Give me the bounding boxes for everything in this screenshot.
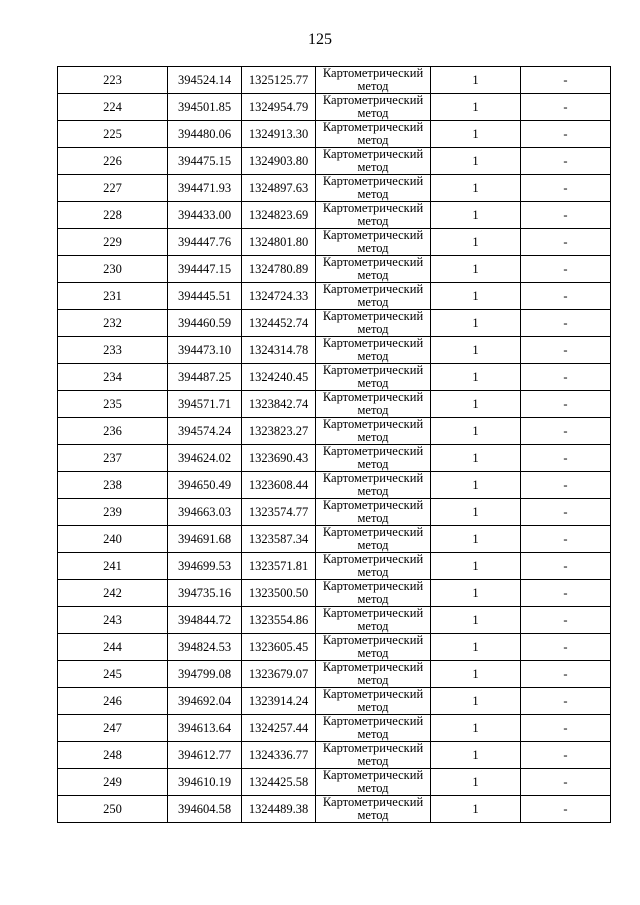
method-text: Картометрический метод	[322, 715, 424, 741]
table-row	[58, 337, 611, 364]
description-cell: -	[521, 580, 611, 607]
method-cell	[316, 580, 431, 607]
method-text: Картометрический метод	[322, 796, 424, 822]
method-text: Картометрический метод	[322, 283, 424, 309]
coordinates-table	[57, 66, 611, 823]
accuracy-cell: 1	[431, 283, 521, 310]
point-number-cell: 223	[58, 67, 168, 94]
y-coordinate-cell: 1325125.77	[242, 67, 316, 94]
x-coordinate-cell: 394487.25	[168, 364, 242, 391]
point-number-cell: 224	[58, 94, 168, 121]
y-coordinate-cell: 1324724.33	[242, 283, 316, 310]
y-coordinate-cell: 1323679.07	[242, 661, 316, 688]
table-row	[58, 688, 611, 715]
y-coordinate-cell: 1324489.38	[242, 796, 316, 823]
y-coordinate-cell: 1323571.81	[242, 553, 316, 580]
method-text: Картометрический метод	[322, 391, 424, 417]
method-text: Картометрический метод	[322, 661, 424, 687]
x-coordinate-cell: 394524.14	[168, 67, 242, 94]
y-coordinate-cell: 1324780.89	[242, 256, 316, 283]
method-cell	[316, 715, 431, 742]
x-coordinate-cell: 394473.10	[168, 337, 242, 364]
point-number-cell: 236	[58, 418, 168, 445]
accuracy-cell: 1	[431, 742, 521, 769]
method-cell	[316, 202, 431, 229]
description-cell: -	[521, 256, 611, 283]
method-cell	[316, 67, 431, 94]
description-cell: -	[521, 634, 611, 661]
x-coordinate-cell: 394471.93	[168, 175, 242, 202]
point-number-cell: 227	[58, 175, 168, 202]
method-text: Картометрический метод	[322, 337, 424, 363]
method-text: Картометрический метод	[322, 526, 424, 552]
table-row	[58, 94, 611, 121]
method-text: Картометрический метод	[322, 229, 424, 255]
description-cell: -	[521, 202, 611, 229]
table-row	[58, 742, 611, 769]
point-number-cell: 240	[58, 526, 168, 553]
description-cell: -	[521, 472, 611, 499]
method-text: Картометрический метод	[322, 94, 424, 120]
method-text: Картометрический метод	[322, 472, 424, 498]
table-row	[58, 499, 611, 526]
description-cell: -	[521, 121, 611, 148]
method-cell	[316, 607, 431, 634]
method-text: Картометрический метод	[322, 553, 424, 579]
y-coordinate-cell: 1324903.80	[242, 148, 316, 175]
x-coordinate-cell: 394613.64	[168, 715, 242, 742]
accuracy-cell: 1	[431, 310, 521, 337]
accuracy-cell: 1	[431, 553, 521, 580]
method-cell	[316, 742, 431, 769]
accuracy-cell: 1	[431, 580, 521, 607]
accuracy-cell: 1	[431, 688, 521, 715]
point-number-cell: 225	[58, 121, 168, 148]
method-cell	[316, 472, 431, 499]
method-cell	[316, 175, 431, 202]
method-text: Картометрический метод	[322, 148, 424, 174]
x-coordinate-cell: 394475.15	[168, 148, 242, 175]
x-coordinate-cell: 394663.03	[168, 499, 242, 526]
method-text: Картометрический метод	[322, 310, 424, 336]
point-number-cell: 248	[58, 742, 168, 769]
method-text: Картометрический метод	[322, 769, 424, 795]
method-text: Картометрический метод	[322, 499, 424, 525]
x-coordinate-cell: 394571.71	[168, 391, 242, 418]
table-row	[58, 769, 611, 796]
table-row	[58, 391, 611, 418]
point-number-cell: 250	[58, 796, 168, 823]
y-coordinate-cell: 1324336.77	[242, 742, 316, 769]
x-coordinate-cell: 394699.53	[168, 553, 242, 580]
y-coordinate-cell: 1324801.80	[242, 229, 316, 256]
accuracy-cell: 1	[431, 661, 521, 688]
method-cell	[316, 769, 431, 796]
method-cell	[316, 499, 431, 526]
y-coordinate-cell: 1324314.78	[242, 337, 316, 364]
description-cell: -	[521, 283, 611, 310]
accuracy-cell: 1	[431, 121, 521, 148]
table-row	[58, 472, 611, 499]
method-text: Картометрический метод	[322, 67, 424, 93]
table-row	[58, 283, 611, 310]
method-text: Картометрический метод	[322, 175, 424, 201]
point-number-cell: 249	[58, 769, 168, 796]
accuracy-cell: 1	[431, 634, 521, 661]
description-cell: -	[521, 607, 611, 634]
y-coordinate-cell: 1323500.50	[242, 580, 316, 607]
method-text: Картометрический метод	[322, 256, 424, 282]
description-cell: -	[521, 364, 611, 391]
table-row	[58, 202, 611, 229]
method-text: Картометрический метод	[322, 607, 424, 633]
point-number-cell: 229	[58, 229, 168, 256]
method-cell	[316, 391, 431, 418]
accuracy-cell: 1	[431, 526, 521, 553]
description-cell: -	[521, 769, 611, 796]
x-coordinate-cell: 394735.16	[168, 580, 242, 607]
x-coordinate-cell: 394692.04	[168, 688, 242, 715]
accuracy-cell: 1	[431, 67, 521, 94]
accuracy-cell: 1	[431, 229, 521, 256]
x-coordinate-cell: 394433.00	[168, 202, 242, 229]
description-cell: -	[521, 94, 611, 121]
accuracy-cell: 1	[431, 391, 521, 418]
accuracy-cell: 1	[431, 148, 521, 175]
x-coordinate-cell: 394844.72	[168, 607, 242, 634]
table-row	[58, 67, 611, 94]
accuracy-cell: 1	[431, 256, 521, 283]
description-cell: -	[521, 175, 611, 202]
accuracy-cell: 1	[431, 796, 521, 823]
method-cell	[316, 148, 431, 175]
page-number: 125	[308, 31, 332, 48]
point-number-cell: 239	[58, 499, 168, 526]
method-cell	[316, 553, 431, 580]
point-number-cell: 243	[58, 607, 168, 634]
y-coordinate-cell: 1324257.44	[242, 715, 316, 742]
description-cell: -	[521, 67, 611, 94]
x-coordinate-cell: 394691.68	[168, 526, 242, 553]
table-row	[58, 256, 611, 283]
method-cell	[316, 283, 431, 310]
accuracy-cell: 1	[431, 499, 521, 526]
point-number-cell: 234	[58, 364, 168, 391]
table-row	[58, 445, 611, 472]
point-number-cell: 231	[58, 283, 168, 310]
table-row	[58, 364, 611, 391]
description-cell: -	[521, 229, 611, 256]
accuracy-cell: 1	[431, 364, 521, 391]
description-cell: -	[521, 688, 611, 715]
point-number-cell: 232	[58, 310, 168, 337]
point-number-cell: 246	[58, 688, 168, 715]
y-coordinate-cell: 1324954.79	[242, 94, 316, 121]
accuracy-cell: 1	[431, 607, 521, 634]
table-row	[58, 526, 611, 553]
point-number-cell: 244	[58, 634, 168, 661]
y-coordinate-cell: 1323608.44	[242, 472, 316, 499]
description-cell: -	[521, 742, 611, 769]
method-cell	[316, 121, 431, 148]
description-cell: -	[521, 715, 611, 742]
description-cell: -	[521, 661, 611, 688]
accuracy-cell: 1	[431, 715, 521, 742]
x-coordinate-cell: 394447.15	[168, 256, 242, 283]
point-number-cell: 235	[58, 391, 168, 418]
x-coordinate-cell: 394460.59	[168, 310, 242, 337]
method-cell	[316, 688, 431, 715]
table-row	[58, 634, 611, 661]
description-cell: -	[521, 796, 611, 823]
table-row	[58, 580, 611, 607]
method-text: Картометрический метод	[322, 121, 424, 147]
description-cell: -	[521, 553, 611, 580]
accuracy-cell: 1	[431, 418, 521, 445]
method-cell	[316, 364, 431, 391]
accuracy-cell: 1	[431, 445, 521, 472]
x-coordinate-cell: 394447.76	[168, 229, 242, 256]
method-cell	[316, 661, 431, 688]
point-number-cell: 241	[58, 553, 168, 580]
table-row	[58, 418, 611, 445]
x-coordinate-cell: 394650.49	[168, 472, 242, 499]
description-cell: -	[521, 148, 611, 175]
x-coordinate-cell: 394480.06	[168, 121, 242, 148]
y-coordinate-cell: 1323574.77	[242, 499, 316, 526]
method-cell	[316, 256, 431, 283]
table-row	[58, 121, 611, 148]
description-cell: -	[521, 418, 611, 445]
y-coordinate-cell: 1323690.43	[242, 445, 316, 472]
description-cell: -	[521, 391, 611, 418]
method-text: Картометрический метод	[322, 742, 424, 768]
method-cell	[316, 796, 431, 823]
table-row	[58, 715, 611, 742]
accuracy-cell: 1	[431, 175, 521, 202]
method-text: Картометрический метод	[322, 364, 424, 390]
point-number-cell: 247	[58, 715, 168, 742]
method-cell	[316, 229, 431, 256]
y-coordinate-cell: 1323823.27	[242, 418, 316, 445]
x-coordinate-cell: 394612.77	[168, 742, 242, 769]
accuracy-cell: 1	[431, 94, 521, 121]
y-coordinate-cell: 1323587.34	[242, 526, 316, 553]
table-row	[58, 310, 611, 337]
table-body	[58, 67, 611, 823]
point-number-cell: 228	[58, 202, 168, 229]
x-coordinate-cell: 394610.19	[168, 769, 242, 796]
y-coordinate-cell: 1323554.86	[242, 607, 316, 634]
x-coordinate-cell: 394824.53	[168, 634, 242, 661]
method-text: Картометрический метод	[322, 445, 424, 471]
table-row	[58, 148, 611, 175]
method-text: Картометрический метод	[322, 634, 424, 660]
y-coordinate-cell: 1323914.24	[242, 688, 316, 715]
table-row	[58, 175, 611, 202]
point-number-cell: 233	[58, 337, 168, 364]
x-coordinate-cell: 394501.85	[168, 94, 242, 121]
method-cell	[316, 445, 431, 472]
method-text: Картометрический метод	[322, 688, 424, 714]
accuracy-cell: 1	[431, 472, 521, 499]
description-cell: -	[521, 445, 611, 472]
description-cell: -	[521, 310, 611, 337]
table-row	[58, 229, 611, 256]
point-number-cell: 245	[58, 661, 168, 688]
x-coordinate-cell: 394624.02	[168, 445, 242, 472]
x-coordinate-cell: 394799.08	[168, 661, 242, 688]
point-number-cell: 242	[58, 580, 168, 607]
method-cell	[316, 310, 431, 337]
table-row	[58, 796, 611, 823]
method-cell	[316, 418, 431, 445]
method-cell	[316, 94, 431, 121]
table-row	[58, 661, 611, 688]
method-text: Картометрический метод	[322, 202, 424, 228]
y-coordinate-cell: 1323605.45	[242, 634, 316, 661]
y-coordinate-cell: 1324452.74	[242, 310, 316, 337]
method-cell	[316, 526, 431, 553]
x-coordinate-cell: 394604.58	[168, 796, 242, 823]
point-number-cell: 226	[58, 148, 168, 175]
description-cell: -	[521, 499, 611, 526]
y-coordinate-cell: 1323842.74	[242, 391, 316, 418]
method-cell	[316, 634, 431, 661]
point-number-cell: 237	[58, 445, 168, 472]
method-text: Картометрический метод	[322, 418, 424, 444]
method-cell	[316, 337, 431, 364]
y-coordinate-cell: 1324240.45	[242, 364, 316, 391]
point-number-cell: 230	[58, 256, 168, 283]
accuracy-cell: 1	[431, 202, 521, 229]
y-coordinate-cell: 1324425.58	[242, 769, 316, 796]
table-row	[58, 607, 611, 634]
x-coordinate-cell: 394574.24	[168, 418, 242, 445]
method-text: Картометрический метод	[322, 580, 424, 606]
point-number-cell: 238	[58, 472, 168, 499]
x-coordinate-cell: 394445.51	[168, 283, 242, 310]
description-cell: -	[521, 526, 611, 553]
y-coordinate-cell: 1324897.63	[242, 175, 316, 202]
accuracy-cell: 1	[431, 337, 521, 364]
description-cell: -	[521, 337, 611, 364]
y-coordinate-cell: 1324913.30	[242, 121, 316, 148]
y-coordinate-cell: 1324823.69	[242, 202, 316, 229]
accuracy-cell: 1	[431, 769, 521, 796]
table-row	[58, 553, 611, 580]
